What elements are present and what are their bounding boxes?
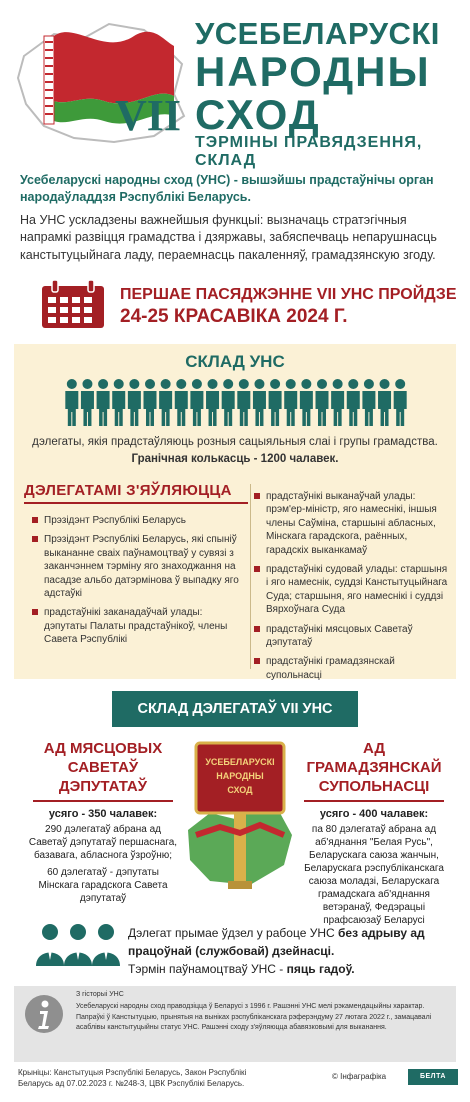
list-item-text: прадстаўнікі судовай улады: старшыня і яго намеснік, суддзі Канстытуцыйнага Суда; старшыня, яго намеснікі і суддзі Вярхоўнага Суда [266, 563, 448, 616]
list-item [254, 563, 450, 617]
work-text-c: Тэрмін паўнамоцтваў УНС - [128, 962, 287, 976]
bullet-icon [254, 566, 260, 572]
person-icon [128, 379, 141, 426]
delegates-banner: СКЛАД ДЭЛЕГАТАЎ VII УНС [112, 691, 358, 727]
sources [18, 1068, 318, 1090]
session-date: 24-25 КРАСАВІКА 2024 Г. [120, 306, 348, 327]
delegates-group-icon [36, 920, 120, 976]
person-icon [81, 379, 94, 426]
list-item-text: Прэзідэнт Рэспублікі Беларусь [44, 515, 187, 526]
list-item-text: прадстаўнікі заканадаўчай улады: дэпутаты Палаты прадстаўнікоў, члены Савета Рэспублікі [44, 607, 228, 646]
composition-description [30, 434, 440, 467]
person-icon [144, 379, 157, 426]
intro-paragraph: На УНС ускладзены важнейшыя функцыі: вызначаць стратэгічныя напрамкі развіцця грамадства і дзяржавы, забяспечваць непарушнасць канстытуцыйнага ладу, пераемнасць пакаленняў, грамадзянскую згоду. [20, 213, 437, 262]
person-icon [269, 379, 282, 426]
person-icon [284, 379, 297, 426]
work-terms [128, 924, 448, 978]
person-icon [190, 379, 203, 426]
history-text [76, 990, 446, 1035]
bullet-icon [254, 658, 260, 664]
person-icon [175, 379, 188, 426]
column-divider [250, 484, 251, 669]
person-icon [112, 379, 125, 426]
person-icon [362, 379, 375, 426]
civil-society-total: усяго - 400 чалавек: [319, 808, 429, 821]
composition-limit: Гранічная колькасць - 1200 чалавек. [131, 452, 339, 465]
local-councils-title: АД МЯСЦОВЫХ САВЕТАЎ ДЭПУТАТАЎ [43, 740, 163, 795]
delegates-heading: ДЭЛЕГАТАМІ З'ЯЎЛЯЮЦЦА [24, 482, 232, 499]
local-councils-detail [28, 823, 178, 905]
bullet-icon [32, 536, 38, 542]
delegates-heading-rule [24, 502, 248, 504]
person-icon [378, 379, 391, 426]
composition-desc-text: дэлегаты, якія прадстаўляюць розныя сацыяльныя слаі і групы грамадства. [32, 436, 438, 448]
badge-text-1: УСЕБЕЛАРУСКІ [205, 757, 275, 767]
local-councils-total: усяго - 350 чалавек: [48, 808, 158, 821]
page-subtitle: ТЭРМІНЫ ПРАВЯДЗЕННЯ, СКЛАД [195, 134, 423, 169]
local-councils-text-2: 60 дэлегатаў - дэпутаты Мінскага гарадскога Савета дэпутатаў [38, 867, 168, 905]
title-line-2: НАРОДНЫ [195, 48, 431, 95]
civil-society-detail: па 80 дэлегатаў абрана ад аб'яднання "Белая Русь", Беларускага саюза жанчын, Беларускага рэспубліканскага саюза моладзі, Беларускага грамадскага аб'яднання ветэранаў, Федэрацыі прафсаюзаў Беларусі [304, 824, 444, 927]
history-paragraph-1: Усебеларускі народны сход праводзіцца ў Беларусі з 1996 г. Рашэнні УНС мелі рэкамендацыйны характар. [76, 1002, 425, 1010]
local-councils-rule [33, 800, 173, 802]
title-line-1: УСЕБЕЛАРУСКІ [195, 16, 440, 51]
history-paragraph-2: Папраўкі ў Канстытуцыю, прынятыя на выніках рэспубліканскага рэферэндуму 27 лютага 2022 г., замацавалі асаблівы канстытуцыйны статус УНС. Рашэнні сходу з'яўляюцца абавязковымі для выканання. [76, 1014, 432, 1031]
list-item-text: прадстаўнікі выканаўчай улады: прэм'ер-міністр, яго намеснікі, іншыя члены Саўміна, старшыні абласных, Мінскага гарадскога, раённых, гарадскіх выканкамаў [266, 491, 437, 556]
local-councils-text-1: 290 дэлегатаў абрана ад Саветаў дэпутатаў першаснага, базавага, абласнога ўзроўню; [28, 824, 178, 862]
session-line-1: ПЕРШАЕ ПАСЯДЖЭННЕ VII УНС ПРОЙДЗЕ [120, 286, 457, 303]
person-icon [65, 379, 78, 426]
person-icon [394, 379, 407, 426]
civil-society-column [300, 740, 448, 927]
list-item [32, 514, 246, 527]
work-text-b: без адрыву ад працоўнай (службовай) дзейнасці. [128, 926, 425, 958]
page-title [195, 18, 465, 136]
badge-text-3: СХОД [227, 785, 253, 795]
person-icon [347, 379, 360, 426]
person-icon [316, 379, 329, 426]
bullet-icon [254, 626, 260, 632]
bullet-icon [254, 493, 260, 499]
history-info-box [14, 986, 456, 1062]
session-notice [40, 280, 460, 330]
person-icon [253, 379, 266, 426]
person-icon [206, 379, 219, 426]
person-icon [97, 379, 110, 426]
list-item-text: прадстаўнікі мясцовых Саветаў дэпутатаў [266, 623, 413, 648]
composition-title: СКЛАД УНС [185, 352, 285, 371]
bullet-icon [32, 609, 38, 615]
credit: © Інфаграфіка [332, 1072, 387, 1081]
composition-panel [14, 344, 456, 679]
info-icon [24, 994, 64, 1034]
sources-line-2: Беларусь ад 07.02.2023 г. №248-З, ЦВК Рэспублікі Беларусь. [18, 1078, 245, 1088]
person-icon [237, 379, 250, 426]
person-icon [159, 379, 172, 426]
list-item [32, 533, 246, 600]
list-item [254, 655, 450, 682]
civil-society-rule [304, 800, 444, 802]
list-item [254, 623, 450, 650]
bullet-icon [32, 517, 38, 523]
list-item [254, 490, 450, 557]
work-text-a: Дэлегат прымае ўдзел у рабоце УНС [128, 926, 338, 940]
local-councils-column [28, 740, 178, 905]
list-item-text: прадстаўнікі грамадзянскай супольнасці [266, 656, 395, 681]
badge-text-2: НАРОДНЫ [216, 771, 264, 781]
list-item [32, 606, 246, 646]
work-text-d: пяць гадоў. [286, 962, 355, 976]
intro-lead: Усебеларускі народны сход (УНС) - вышэйшы прадстаўнічы орган народаўладдзя Рэспублікі Беларусь. [20, 173, 434, 205]
assembly-badge-icon [180, 735, 300, 905]
civil-society-title: АД ГРАМАДЗЯНСКАЙ СУПОЛЬНАСЦІ [306, 740, 442, 795]
title-line-3: СХОД [195, 91, 321, 138]
list-item-text: Прэзідэнт Рэспублікі Беларусь, які спыніў выкананне сваіх паўнамоцтваў у сувязі з заканчэннем тэрміну яго знаходжання на пасадзе альбо датэрмінова ў выпадку яго адстаўкі [44, 534, 239, 599]
belta-logo: БЕЛТА [408, 1069, 458, 1085]
delegates-list-right [254, 490, 450, 688]
roman-numeral: VII [115, 91, 182, 140]
people-row [64, 378, 408, 428]
history-heading: З гісторыі УНС [76, 991, 124, 998]
header [0, 0, 470, 169]
person-icon [331, 379, 344, 426]
person-icon [300, 379, 313, 426]
sources-line-1: Крыніцы: Канстытуцыя Рэспублікі Беларусь, Закон Рэспублікі [18, 1068, 247, 1077]
delegates-list-left [32, 514, 246, 653]
calendar-icon [40, 280, 106, 330]
person-icon [222, 379, 235, 426]
